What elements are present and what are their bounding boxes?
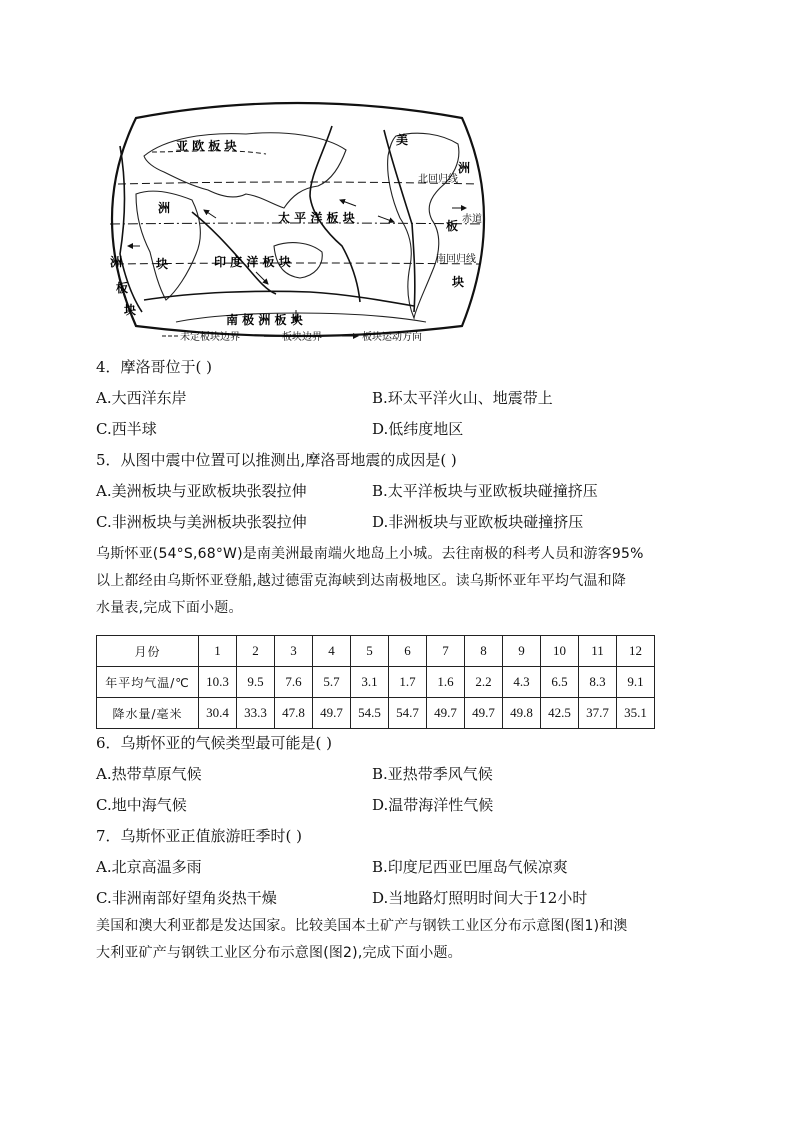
question-7-option-b[interactable]: B.印度尼西亚巴厘岛气候凉爽 — [372, 858, 568, 876]
table-row — [97, 636, 655, 667]
question-5-stem: 5．从图中震中位置可以推测出,摩洛哥地震的成因是( ) — [96, 451, 457, 469]
month-cell: 9 — [503, 636, 541, 667]
temperature-cell: 10.3 — [199, 667, 237, 698]
precipitation-cell: 35.1 — [617, 698, 655, 729]
precipitation-cell: 37.7 — [579, 698, 617, 729]
passage-line: 大利亚矿产与钢铁工业区分布示意图(图2),完成下面小题。 — [96, 945, 462, 961]
passage-line: 水量表,完成下面小题。 — [96, 600, 243, 616]
climate-table — [96, 635, 655, 729]
question-4-stem: 4．摩洛哥位于( ) — [96, 358, 213, 376]
passage-line: 以上都经由乌斯怀亚登船,越过德雷克海峡到达南极地区。读乌斯怀亚年平均气温和降 — [96, 573, 627, 589]
precipitation-cell: 30.4 — [199, 698, 237, 729]
question-6-stem: 6．乌斯怀亚的气候类型最可能是( ) — [96, 734, 333, 752]
temperature-cell: 9.1 — [617, 667, 655, 698]
month-cell: 4 — [313, 636, 351, 667]
question-7-option-a[interactable]: A.北京高温多雨 — [96, 858, 202, 876]
plate-left-char: 洲 — [110, 255, 123, 269]
table-row — [97, 698, 655, 729]
month-cell: 8 — [465, 636, 503, 667]
temperature-cell: 8.3 — [579, 667, 617, 698]
plate-pacific: 太 平 洋 板 块 — [278, 211, 355, 225]
legend-boundary: 板块边界 — [282, 332, 322, 343]
passage-line: 乌斯怀亚(54°S,68°W)是南美洲最南端火地岛上小城。去往南极的科考人员和游客95% — [96, 546, 644, 562]
precipitation-cell: 33.3 — [237, 698, 275, 729]
temperature-cell: 6.5 — [541, 667, 579, 698]
month-cell: 12 — [617, 636, 655, 667]
plate-america-char: 美 — [396, 133, 409, 147]
question-7-option-c[interactable]: C.非洲南部好望角炎热干燥 — [96, 889, 277, 907]
question-5-option-b[interactable]: B.太平洋板块与亚欧板块碰撞挤压 — [372, 482, 598, 500]
question-4-option-b[interactable]: B.环太平洋火山、地震带上 — [372, 389, 553, 407]
plate-left-char: 板 — [116, 281, 129, 295]
question-7-stem: 7．乌斯怀亚正值旅游旺季时( ) — [96, 827, 303, 845]
month-cell: 10 — [541, 636, 579, 667]
table-header-label: 月份 — [97, 636, 199, 667]
plate-africa-char: 块 — [156, 257, 169, 271]
label-tropic-north: 北回归线 — [418, 174, 458, 185]
month-cell: 5 — [351, 636, 389, 667]
precipitation-cell: 54.7 — [389, 698, 427, 729]
plate-eurasia: 亚 欧 板 块 — [176, 139, 237, 153]
legend-undetermined: 未定板块边界 — [180, 332, 240, 343]
month-cell: 6 — [389, 636, 427, 667]
label-equator: 赤道 — [462, 214, 482, 225]
temperature-cell: 1.6 — [427, 667, 465, 698]
precipitation-cell: 49.7 — [313, 698, 351, 729]
precipitation-row-label: 降水量/毫米 — [97, 698, 199, 729]
precipitation-cell: 49.7 — [427, 698, 465, 729]
precipitation-cell: 54.5 — [351, 698, 389, 729]
question-5-option-c[interactable]: C.非洲板块与美洲板块张裂拉伸 — [96, 513, 307, 531]
temperature-cell: 9.5 — [237, 667, 275, 698]
temperature-cell: 5.7 — [313, 667, 351, 698]
question-6-option-b[interactable]: B.亚热带季风气候 — [372, 765, 493, 783]
plate-america-char: 板 — [446, 219, 459, 233]
question-4-option-d[interactable]: D.低纬度地区 — [372, 420, 464, 438]
month-cell: 3 — [275, 636, 313, 667]
month-cell: 1 — [199, 636, 237, 667]
question-6-option-c[interactable]: C.地中海气候 — [96, 796, 187, 814]
temperature-row-label: 年平均气温/℃ — [97, 667, 199, 698]
table-row — [97, 667, 655, 698]
passage-line: 美国和澳大利亚都是发达国家。比较美国本土矿产与钢铁工业区分布示意图(图1)和澳 — [96, 918, 628, 934]
question-6-option-d[interactable]: D.温带海洋性气候 — [372, 796, 494, 814]
label-tropic-south: 南回归线 — [436, 254, 476, 265]
legend-motion: 板块运动方向 — [362, 332, 422, 343]
passage-usa-australia — [96, 913, 706, 967]
question-6-option-a[interactable]: A.热带草原气候 — [96, 765, 202, 783]
temperature-cell: 4.3 — [503, 667, 541, 698]
month-cell: 11 — [579, 636, 617, 667]
question-4-option-c[interactable]: C.西半球 — [96, 420, 157, 438]
question-4-option-a[interactable]: A.大西洋东岸 — [96, 389, 187, 407]
question-5-option-d[interactable]: D.非洲板块与亚欧板块碰撞挤压 — [372, 513, 584, 531]
temperature-cell: 2.2 — [465, 667, 503, 698]
precipitation-cell: 42.5 — [541, 698, 579, 729]
question-7-option-d[interactable]: D.当地路灯照明时间大于12小时 — [372, 889, 588, 907]
plate-map — [96, 96, 500, 344]
plate-antarctic: 南 极 洲 板 块 — [226, 313, 303, 327]
temperature-cell: 7.6 — [275, 667, 313, 698]
month-cell: 2 — [237, 636, 275, 667]
plate-left-char: 块 — [124, 303, 137, 317]
plate-africa-char: 洲 — [158, 201, 171, 215]
temperature-cell: 1.7 — [389, 667, 427, 698]
precipitation-cell: 49.7 — [465, 698, 503, 729]
question-5-option-a[interactable]: A.美洲板块与亚欧板块张裂拉伸 — [96, 482, 307, 500]
plate-america-char: 块 — [452, 275, 465, 289]
month-cell: 7 — [427, 636, 465, 667]
precipitation-cell: 47.8 — [275, 698, 313, 729]
temperature-cell: 3.1 — [351, 667, 389, 698]
passage-ushuaia — [96, 541, 706, 622]
plate-america-char: 洲 — [458, 161, 471, 175]
plate-indo: 印 度 洋 板 块 — [214, 255, 291, 269]
precipitation-cell: 49.8 — [503, 698, 541, 729]
